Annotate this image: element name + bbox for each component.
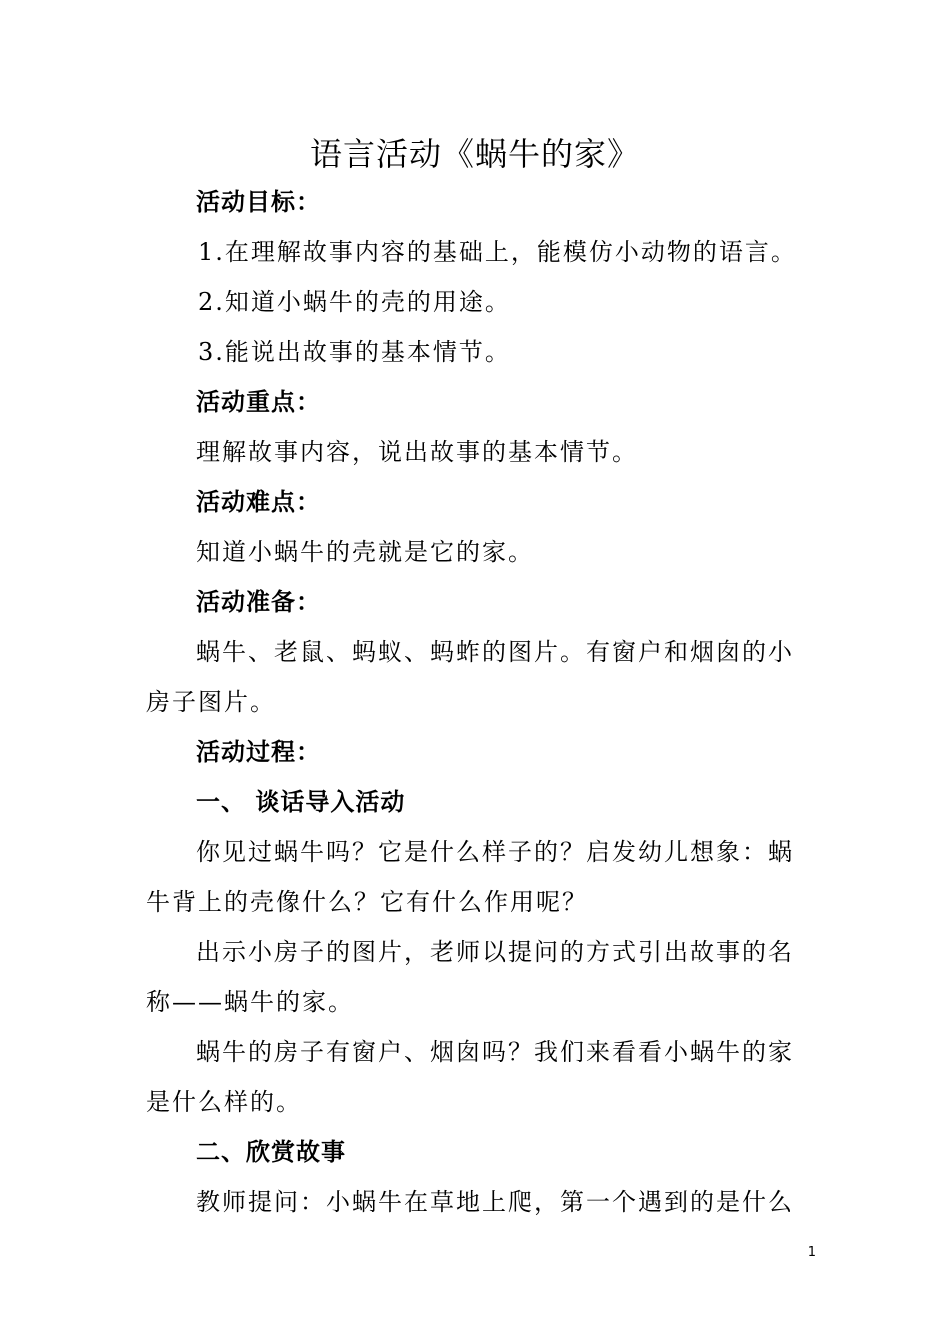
goals-heading: 活动目标： — [196, 188, 321, 216]
document-title: 语言活动《蜗牛的家》 — [309, 135, 640, 173]
section-1-heading: 一、 谈话导入活动 — [196, 788, 406, 816]
preparation-heading: 活动准备： — [196, 588, 321, 616]
section-1-line-6: 是什么样的。 — [146, 1088, 302, 1116]
difficulty-text: 知道小蜗牛的壳就是它的家。 — [196, 538, 534, 566]
section-2-line-1: 教师提问：小蜗牛在草地上爬，第一个遇到的是什么 — [196, 1188, 794, 1216]
preparation-line-2: 房子图片。 — [146, 688, 276, 716]
key-point-heading: 活动重点： — [196, 388, 321, 416]
key-point-text: 理解故事内容，说出故事的基本情节。 — [196, 438, 638, 466]
preparation-line-1: 蜗牛、老鼠、蚂蚁、蚂蚱的图片。有窗户和烟囱的小 — [196, 638, 794, 666]
page-number: 1 — [807, 1245, 816, 1260]
difficulty-heading: 活动难点： — [196, 488, 321, 516]
section-2-heading: 二、欣赏故事 — [196, 1138, 346, 1166]
section-1-line-5: 蜗牛的房子有窗户、烟囱吗？我们来看看小蜗牛的家 — [196, 1038, 794, 1066]
section-1-line-1: 你见过蜗牛吗？它是什么样子的？启发幼儿想象：蜗 — [196, 838, 794, 866]
goal-item-3: 3.能说出故事的基本情节。 — [198, 338, 511, 366]
goal-item-1: 1.在理解故事内容的基础上，能模仿小动物的语言。 — [198, 238, 797, 266]
goal-item-2: 2.知道小蜗牛的壳的用途。 — [198, 288, 511, 316]
section-1-line-2: 牛背上的壳像什么？它有什么作用呢？ — [146, 888, 588, 916]
section-1-line-3: 出示小房子的图片，老师以提问的方式引出故事的名 — [196, 938, 794, 966]
process-heading: 活动过程： — [196, 738, 321, 766]
section-1-line-4: 称——蜗牛的家。 — [146, 988, 354, 1016]
